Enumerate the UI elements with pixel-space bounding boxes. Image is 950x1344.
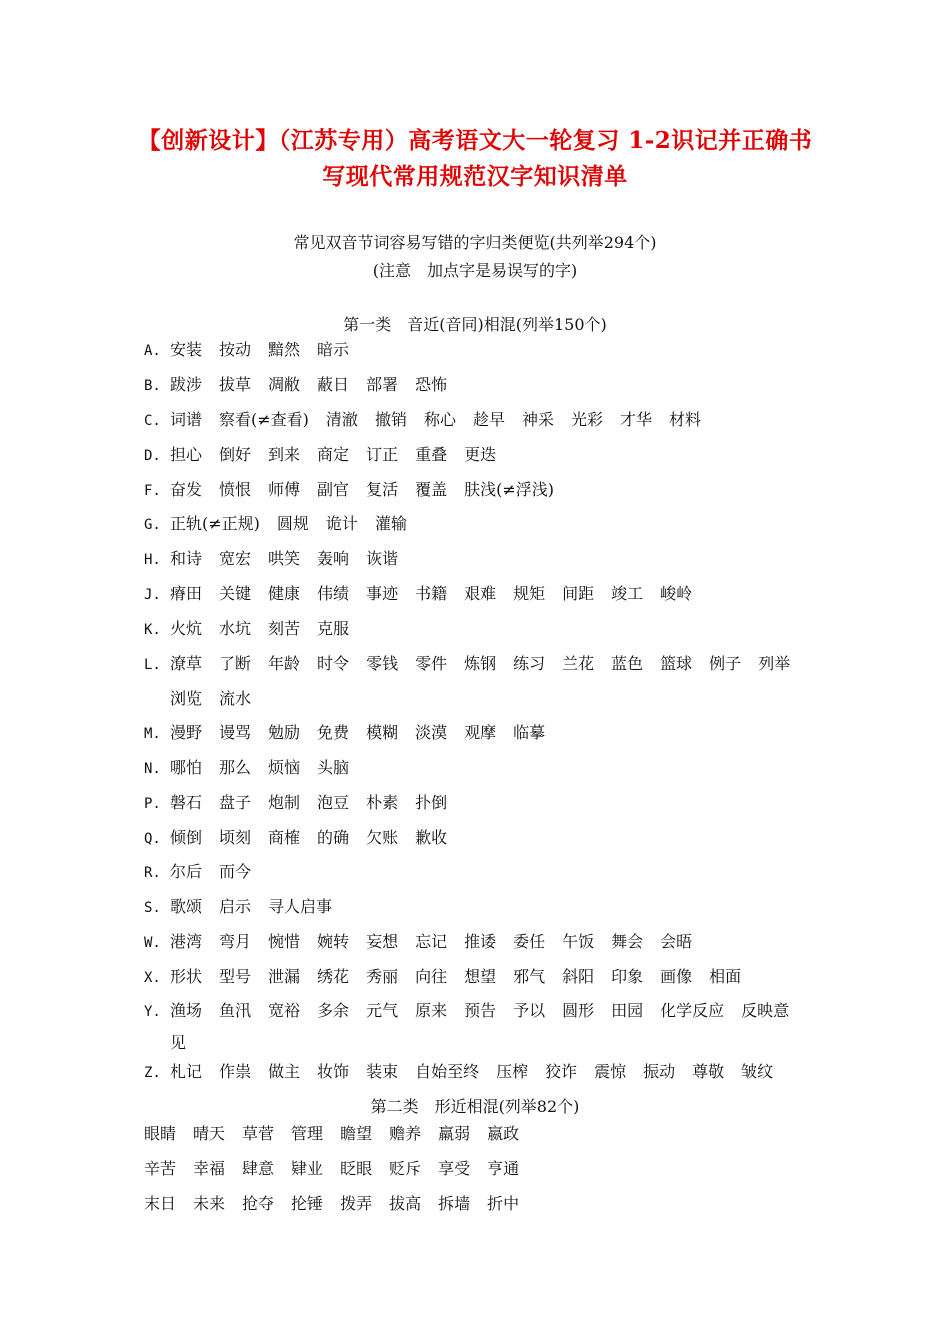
row-label: Z. bbox=[144, 1065, 161, 1081]
word-item: 暗示 bbox=[317, 340, 350, 359]
word-item: 港湾 bbox=[170, 932, 203, 951]
word-item: 蔽日 bbox=[317, 375, 350, 394]
word-item: 形状 bbox=[170, 967, 203, 986]
word-item: 诡计 bbox=[325, 514, 358, 533]
word-item: 烦恼 bbox=[268, 758, 301, 777]
word-item: 舞会 bbox=[611, 932, 644, 951]
word-item: 零钱 bbox=[366, 654, 399, 673]
word-item: 伟绩 bbox=[317, 584, 350, 603]
row-label: B. bbox=[144, 378, 161, 394]
word-item: 的确 bbox=[317, 828, 350, 847]
word-item: 流水 bbox=[219, 689, 252, 708]
word-item: 水坑 bbox=[219, 619, 252, 638]
word-item: 正轨(≠正规) bbox=[170, 514, 260, 533]
subtitle: 常见双音节词容易写错的字归类便览(共列举294个) bbox=[293, 233, 657, 252]
section-1-row bbox=[144, 654, 807, 675]
word-item: 炮制 bbox=[268, 793, 301, 812]
word-item: 圆规 bbox=[276, 514, 309, 533]
word-item: 欠账 bbox=[366, 828, 399, 847]
word-item: 安装 bbox=[170, 340, 203, 359]
word-item: 做主 bbox=[268, 1062, 301, 1081]
section-1-row bbox=[144, 828, 464, 849]
word-item: 谩骂 bbox=[219, 723, 252, 742]
word-item: 担心 bbox=[170, 445, 203, 464]
word-item: 绣花 bbox=[317, 967, 350, 986]
word-item: 间距 bbox=[562, 584, 595, 603]
word-item: 多余 bbox=[317, 1001, 350, 1020]
word-item: 弯月 bbox=[219, 932, 252, 951]
section-1-row bbox=[144, 967, 758, 988]
word-item: 管理 bbox=[291, 1124, 324, 1143]
word-item: 婉转 bbox=[317, 932, 350, 951]
word-item: 瘠田 bbox=[170, 584, 203, 603]
section-1-row bbox=[144, 1001, 806, 1022]
row-label: R. bbox=[144, 865, 161, 881]
word-item: 更迭 bbox=[464, 445, 497, 464]
word-item: 克服 bbox=[317, 619, 350, 638]
word-item: 草菅 bbox=[242, 1124, 275, 1143]
section-1-row bbox=[144, 549, 415, 570]
word-item: 清澈 bbox=[325, 410, 358, 429]
word-item: 抡锤 bbox=[291, 1194, 324, 1213]
row-label: G. bbox=[144, 517, 161, 533]
word-item: 顷刻 bbox=[219, 828, 252, 847]
word-item: 嬴政 bbox=[487, 1124, 520, 1143]
row-label: W. bbox=[144, 935, 161, 951]
word-item: 愤恨 bbox=[219, 480, 252, 499]
word-item: 光彩 bbox=[571, 410, 604, 429]
word-item: 艰难 bbox=[464, 584, 497, 603]
word-item: 列举 bbox=[758, 654, 791, 673]
section-1-row bbox=[144, 514, 424, 535]
word-item: 妆饰 bbox=[317, 1062, 350, 1081]
word-item: 倾倒 bbox=[170, 828, 203, 847]
word-item: 折中 bbox=[487, 1194, 520, 1213]
word-item: 歉收 bbox=[415, 828, 448, 847]
word-item: 按动 bbox=[219, 340, 252, 359]
word-item: 见 bbox=[170, 1033, 187, 1052]
word-item: 抢夺 bbox=[242, 1194, 275, 1213]
word-item: 尊敬 bbox=[692, 1062, 725, 1081]
word-item: 称心 bbox=[423, 410, 456, 429]
word-item: 观摩 bbox=[464, 723, 497, 742]
word-item: 反映意 bbox=[741, 1001, 790, 1020]
word-item: 副官 bbox=[317, 480, 350, 499]
word-item: 羸弱 bbox=[438, 1124, 471, 1143]
word-item: 健康 bbox=[268, 584, 301, 603]
section-1-row bbox=[144, 723, 562, 744]
row-label: D. bbox=[144, 448, 161, 464]
word-item: 年龄 bbox=[268, 654, 301, 673]
word-item: 元气 bbox=[366, 1001, 399, 1020]
word-item: 会晤 bbox=[660, 932, 693, 951]
word-item: 重叠 bbox=[415, 445, 448, 464]
word-item: 才华 bbox=[620, 410, 653, 429]
word-item: 化学反应 bbox=[660, 1001, 725, 1020]
section-2-row bbox=[144, 1194, 536, 1214]
word-item: 趁早 bbox=[472, 410, 505, 429]
word-item: 秀丽 bbox=[366, 967, 399, 986]
word-item: 型号 bbox=[219, 967, 252, 986]
word-item: 泡豆 bbox=[317, 793, 350, 812]
word-item: 师傅 bbox=[268, 480, 301, 499]
word-item: 邪气 bbox=[513, 967, 546, 986]
word-item: 浏览 bbox=[170, 689, 203, 708]
section-1-row bbox=[144, 758, 366, 779]
word-item: 跋涉 bbox=[170, 375, 203, 394]
word-item: 火炕 bbox=[170, 619, 203, 638]
word-item: 推诿 bbox=[464, 932, 497, 951]
word-item: 朴素 bbox=[366, 793, 399, 812]
word-item: 自始至终 bbox=[415, 1062, 480, 1081]
section-1-row bbox=[144, 862, 268, 883]
word-item: 淡漠 bbox=[415, 723, 448, 742]
word-item: 材料 bbox=[669, 410, 702, 429]
word-item: 磐石 bbox=[170, 793, 203, 812]
word-item: 狡诈 bbox=[545, 1062, 578, 1081]
word-item: 惋惜 bbox=[268, 932, 301, 951]
word-item: 画像 bbox=[660, 967, 693, 986]
word-item: 诙谐 bbox=[366, 549, 399, 568]
word-item: 盘子 bbox=[219, 793, 252, 812]
word-item: 宽宏 bbox=[219, 549, 252, 568]
word-item: 炼钢 bbox=[464, 654, 497, 673]
word-item: 尔后 bbox=[170, 862, 203, 881]
word-item: 事迹 bbox=[366, 584, 399, 603]
word-item: 末日 bbox=[144, 1194, 177, 1213]
word-item: 哄笑 bbox=[268, 549, 301, 568]
word-item: 商榷 bbox=[268, 828, 301, 847]
word-item: 原来 bbox=[415, 1001, 448, 1020]
word-item: 相面 bbox=[709, 967, 742, 986]
word-item: 拆墙 bbox=[438, 1194, 471, 1213]
word-item: 泄漏 bbox=[268, 967, 301, 986]
row-label: X. bbox=[144, 970, 161, 986]
word-item: 寻人启事 bbox=[268, 897, 333, 916]
word-item: 漫野 bbox=[170, 723, 203, 742]
word-item: 复活 bbox=[366, 480, 399, 499]
word-item: 晴天 bbox=[193, 1124, 226, 1143]
word-item: 贬斥 bbox=[389, 1159, 422, 1178]
word-item: 练习 bbox=[513, 654, 546, 673]
section-1-row bbox=[144, 375, 464, 396]
word-item: 辛苦 bbox=[144, 1159, 177, 1178]
word-item: 肤浅(≠浮浅) bbox=[464, 480, 554, 499]
word-item: 刻苦 bbox=[268, 619, 301, 638]
word-item: 蓝色 bbox=[611, 654, 644, 673]
word-item: 覆盖 bbox=[415, 480, 448, 499]
section-1-row bbox=[144, 932, 709, 953]
row-label: Q. bbox=[144, 831, 161, 847]
row-label: F. bbox=[144, 483, 161, 499]
word-item: 震惊 bbox=[594, 1062, 627, 1081]
word-item: 恐怖 bbox=[415, 375, 448, 394]
word-item: 和诗 bbox=[170, 549, 203, 568]
word-item: 模糊 bbox=[366, 723, 399, 742]
row-label: H. bbox=[144, 552, 161, 568]
note: (注意 加点字是易误写的字) bbox=[372, 261, 578, 280]
word-item: 到来 bbox=[268, 445, 301, 464]
section-1-heading: 第一类 音近(音同)相混(列举150个) bbox=[343, 315, 607, 334]
word-item: 勉励 bbox=[268, 723, 301, 742]
word-item: 瞻望 bbox=[340, 1124, 373, 1143]
word-item: 神采 bbox=[521, 410, 554, 429]
word-item: 札记 bbox=[170, 1062, 203, 1081]
row-label: C. bbox=[144, 413, 161, 429]
word-item: 书籍 bbox=[415, 584, 448, 603]
word-item: 峻岭 bbox=[660, 584, 693, 603]
word-item: 那么 bbox=[219, 758, 252, 777]
row-label: J. bbox=[144, 587, 161, 603]
word-item: 商定 bbox=[317, 445, 350, 464]
word-item: 作祟 bbox=[219, 1062, 252, 1081]
row-label: S. bbox=[144, 900, 161, 916]
word-item: 忘记 bbox=[415, 932, 448, 951]
word-item: 撤销 bbox=[374, 410, 407, 429]
word-item: 哪怕 bbox=[170, 758, 203, 777]
word-item: 时令 bbox=[317, 654, 350, 673]
word-item: 幸福 bbox=[193, 1159, 226, 1178]
word-item: 肆意 bbox=[242, 1159, 275, 1178]
section-1-row bbox=[144, 793, 464, 814]
section-1-row bbox=[144, 445, 513, 466]
word-item: 宽裕 bbox=[268, 1001, 301, 1020]
word-item: 黯然 bbox=[268, 340, 301, 359]
word-item: 扑倒 bbox=[415, 793, 448, 812]
word-item: 潦草 bbox=[170, 654, 203, 673]
row-label: N. bbox=[144, 761, 161, 777]
word-item: 察看(≠查看) bbox=[219, 410, 309, 429]
section-1-row bbox=[144, 480, 571, 501]
document-title-line-1: 【创新设计】（江苏专用）高考语文大一轮复习 1-2识记并正确书 bbox=[137, 127, 813, 154]
section-1-row-continuation bbox=[170, 1033, 203, 1053]
word-item: 零件 bbox=[415, 654, 448, 673]
word-item: 奋发 bbox=[170, 480, 203, 499]
section-2-heading: 第二类 形近相混(列举82个) bbox=[370, 1097, 580, 1116]
section-1-row bbox=[144, 619, 366, 640]
word-item: 向往 bbox=[415, 967, 448, 986]
row-label: A. bbox=[144, 343, 161, 359]
section-1-row bbox=[144, 410, 718, 431]
word-item: 印象 bbox=[611, 967, 644, 986]
word-item: 预告 bbox=[464, 1001, 497, 1020]
word-item: 委任 bbox=[513, 932, 546, 951]
word-item: 午饭 bbox=[562, 932, 595, 951]
word-item: 斜阳 bbox=[562, 967, 595, 986]
row-label: M. bbox=[144, 726, 161, 742]
word-item: 妄想 bbox=[366, 932, 399, 951]
word-item: 圆形 bbox=[562, 1001, 595, 1020]
row-label: Y. bbox=[144, 1004, 161, 1020]
section-1-row bbox=[144, 897, 349, 918]
word-item: 装束 bbox=[366, 1062, 399, 1081]
word-item: 肄业 bbox=[291, 1159, 324, 1178]
word-item: 词谱 bbox=[170, 410, 203, 429]
section-1-row bbox=[144, 1062, 790, 1083]
document-title-line-2: 写现代常用规范汉字知识清单 bbox=[322, 163, 628, 190]
word-item: 振动 bbox=[643, 1062, 676, 1081]
word-item: 鱼汛 bbox=[219, 1001, 252, 1020]
word-item: 享受 bbox=[438, 1159, 471, 1178]
word-item: 予以 bbox=[513, 1001, 546, 1020]
word-item: 未来 bbox=[193, 1194, 226, 1213]
word-item: 歌颂 bbox=[170, 897, 203, 916]
word-item: 头脑 bbox=[317, 758, 350, 777]
word-item: 赡养 bbox=[389, 1124, 422, 1143]
word-item: 眨眼 bbox=[340, 1159, 373, 1178]
section-1-row-continuation bbox=[170, 689, 268, 709]
word-item: 竣工 bbox=[611, 584, 644, 603]
word-item: 想望 bbox=[464, 967, 497, 986]
word-item: 拨弄 bbox=[340, 1194, 373, 1213]
word-item: 灌输 bbox=[374, 514, 407, 533]
section-1-row bbox=[144, 340, 366, 361]
word-item: 启示 bbox=[219, 897, 252, 916]
word-item: 轰响 bbox=[317, 549, 350, 568]
word-item: 订正 bbox=[366, 445, 399, 464]
word-item: 皱纹 bbox=[741, 1062, 774, 1081]
word-item: 拔高 bbox=[389, 1194, 422, 1213]
word-item: 了断 bbox=[219, 654, 252, 673]
word-item: 临摹 bbox=[513, 723, 546, 742]
word-item: 而今 bbox=[219, 862, 252, 881]
word-item: 倒好 bbox=[219, 445, 252, 464]
word-item: 部署 bbox=[366, 375, 399, 394]
word-item: 眼睛 bbox=[144, 1124, 177, 1143]
row-label: P. bbox=[144, 796, 161, 812]
word-item: 田园 bbox=[611, 1001, 644, 1020]
word-item: 凋敝 bbox=[268, 375, 301, 394]
word-item: 免费 bbox=[317, 723, 350, 742]
word-item: 篮球 bbox=[660, 654, 693, 673]
word-item: 压榨 bbox=[496, 1062, 529, 1081]
section-1-row bbox=[144, 584, 709, 605]
word-item: 亨通 bbox=[487, 1159, 520, 1178]
row-label: L. bbox=[144, 657, 161, 673]
word-item: 拔草 bbox=[219, 375, 252, 394]
word-item: 关键 bbox=[219, 584, 252, 603]
word-item: 渔场 bbox=[170, 1001, 203, 1020]
word-item: 例子 bbox=[709, 654, 742, 673]
word-item: 兰花 bbox=[562, 654, 595, 673]
section-2-row bbox=[144, 1124, 536, 1144]
row-label: K. bbox=[144, 622, 161, 638]
word-item: 规矩 bbox=[513, 584, 546, 603]
section-2-row bbox=[144, 1159, 536, 1179]
